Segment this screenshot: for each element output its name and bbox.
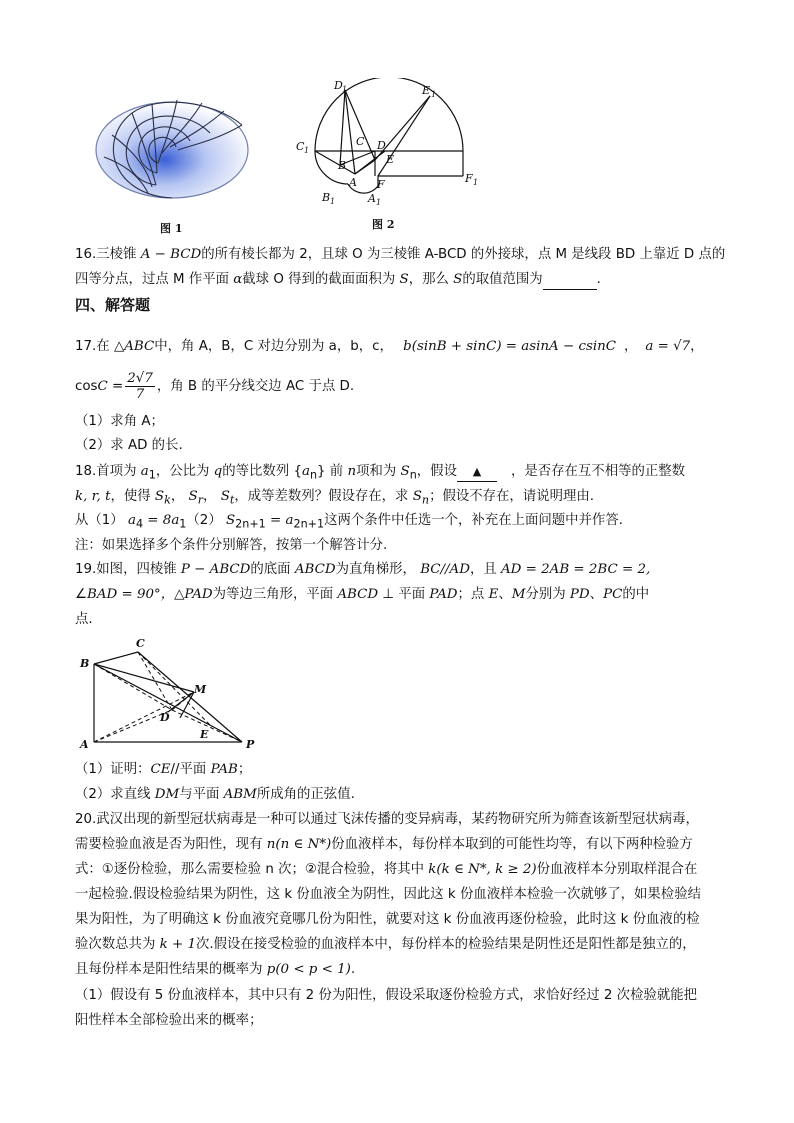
q19-part2: （2）求直线 DM与平面 ABM所成角的正弦值. (75, 787, 355, 802)
figure-2 (290, 78, 490, 210)
nautilus-shell-image (92, 95, 257, 200)
label-C: C (356, 135, 365, 148)
pyr-label-D: D (160, 711, 170, 724)
pyr-label-E: E (200, 728, 209, 741)
label-D: D (377, 139, 386, 152)
figure-2-caption: 图 2 (372, 218, 395, 231)
q17-line2: cosC = $\frac{2√7}{7}$ ，角 B 的平分线交边 AC 于点 D. (75, 370, 355, 402)
svg-text:1: 1 (330, 197, 336, 206)
pyramid-diagram (76, 634, 266, 754)
q20-part1-line2: 阳性样本全部检验出来的概率； (75, 1013, 263, 1028)
svg-text:1: 1 (473, 178, 479, 187)
q16-line1: 16.三棱锥 A − BCD的所有棱长都为 2，且球 O 为三棱锥 A-BCD 的外接球，点 M 是线段 BD 上靠近 D 点的 (75, 247, 726, 262)
svg-text:1: 1 (304, 146, 310, 155)
label-A1: A (368, 192, 376, 205)
q20-line1: 20.武汉出现的新型冠状病毒是一种可以通过飞沫传播的变异病毒，某药物研究所为筛查该新型冠状病毒， (75, 812, 699, 827)
pyr-label-C: C (136, 637, 145, 650)
label-E1: E (422, 84, 431, 97)
label-D1: D (334, 79, 343, 92)
q20-line3: 式：①逐份检验，那么需要检验 n 次；②混合检验，将其中 k(k ∈ N*, k ≥ 2)份血液样本分别取样混合在 (75, 862, 698, 877)
q19-line3: 点. (75, 612, 93, 627)
q18-note: 注：如果选择多个条件分别解答，按第一个解答计分. (75, 538, 388, 553)
label-B1: B (322, 191, 331, 204)
pyr-label-M: M (194, 683, 207, 696)
pyr-label-P: P (246, 738, 255, 751)
figure-1 (92, 95, 257, 200)
label-B: B (338, 159, 347, 172)
geometry-diagram (290, 78, 490, 210)
q16-answer-blank (543, 271, 597, 290)
q17-line1: 17.在 △ABC中，角 A，B，C 对边分别为 a，b，c， b(sinB + sinC) = asinA − csinC ， a = √7， (75, 339, 704, 354)
q20-line6: 验次数总共为 k + 1次.假设在接受检验的血液样本中，每份样本的检验结果是阴性还是阳性都是独立的， (75, 937, 696, 952)
q20-line7: 且每份样本是阳性结果的概率为 p(0 < p < 1). (75, 962, 356, 977)
svg-text:1: 1 (376, 198, 382, 207)
q20-line2: 需要检验血液是否为阳性，现有 n(n ∈ N*)份血液样本，每份样本取到的可能性均等，有以下两种检验方 (75, 837, 693, 852)
q18-condition-blank: ▲ (457, 463, 497, 482)
q20-part1-line1: （1）假设有 5 份血液样本，其中只有 2 份为阳性，假设采取逐份检验方式，求恰好经过 2 次检验就能把 (75, 988, 698, 1003)
q17-part2: （2）求 AD 的长. (75, 438, 183, 453)
q18-line1: 18.首项为 $a_1$，公比为 q的等比数列 $\{a_n\}$ 前 n项和为 $S_n$，假设 ▲ ，是否存在互不相等的正整数 (75, 464, 686, 482)
cosC-fraction: $\frac{2√7}{7}$ (127, 370, 153, 402)
q19-line1: 19.如图，四棱锥 P − ABCD的底面 ABCD为直角梯形， BC//AD，且 AD = 2AB = 2BC = 2, (75, 562, 651, 577)
svg-text:1: 1 (342, 85, 348, 94)
figure-1-caption: 图 1 (160, 222, 183, 235)
pyramid-figure (76, 634, 266, 754)
q20-line5: 果为阳性，为了明确这 k 份血液究竟哪几份为阳性，就要对这 k 份血液再逐份检验，此时这 k 份血液的检 (75, 912, 700, 927)
q16-line2: 四等分点，过点 M 作平面 α截球 O 得到的截面面积为 S，那么 S的取值范围为 . (75, 271, 601, 290)
section-heading: 四、解答题 (75, 296, 151, 314)
q20-line4: 一起检验.假设检验结果为阴性，这 k 份血液全为阴性，因此这 k 份血液样本检验一次就够了，如果检验结 (75, 887, 701, 902)
q18-line2: k, r, t，使得 $S_k$， $S_r$， $S_t$，成等差数列？假设存在，求 $S_n$；假设不存在，请说明理由. (75, 489, 595, 507)
label-A: A (349, 176, 357, 189)
svg-text:1: 1 (431, 90, 437, 99)
label-C1: C (296, 140, 305, 153)
label-F: F (377, 178, 385, 191)
pyr-label-A: A (80, 738, 89, 751)
label-E: E (386, 153, 395, 166)
q19-line2: ∠BAD = 90°，△PAD为等边三角形，平面 ABCD ⊥ 平面 PAD；点 E、M分别为 PD、PC的中 (75, 587, 650, 602)
q18-line3: 从（1） $a_4 = 8a_1(2) S_{2n+1} = a_{2n+1}$这两个条件中任选一个，补充在上面问题中并作答. (75, 513, 623, 531)
q17-part1: （1）求角 A； (75, 414, 164, 429)
q19-part1: （1）证明：CE//平面 PAB； (75, 762, 252, 777)
pyr-label-B: B (80, 657, 90, 670)
label-F1: F (465, 172, 473, 185)
